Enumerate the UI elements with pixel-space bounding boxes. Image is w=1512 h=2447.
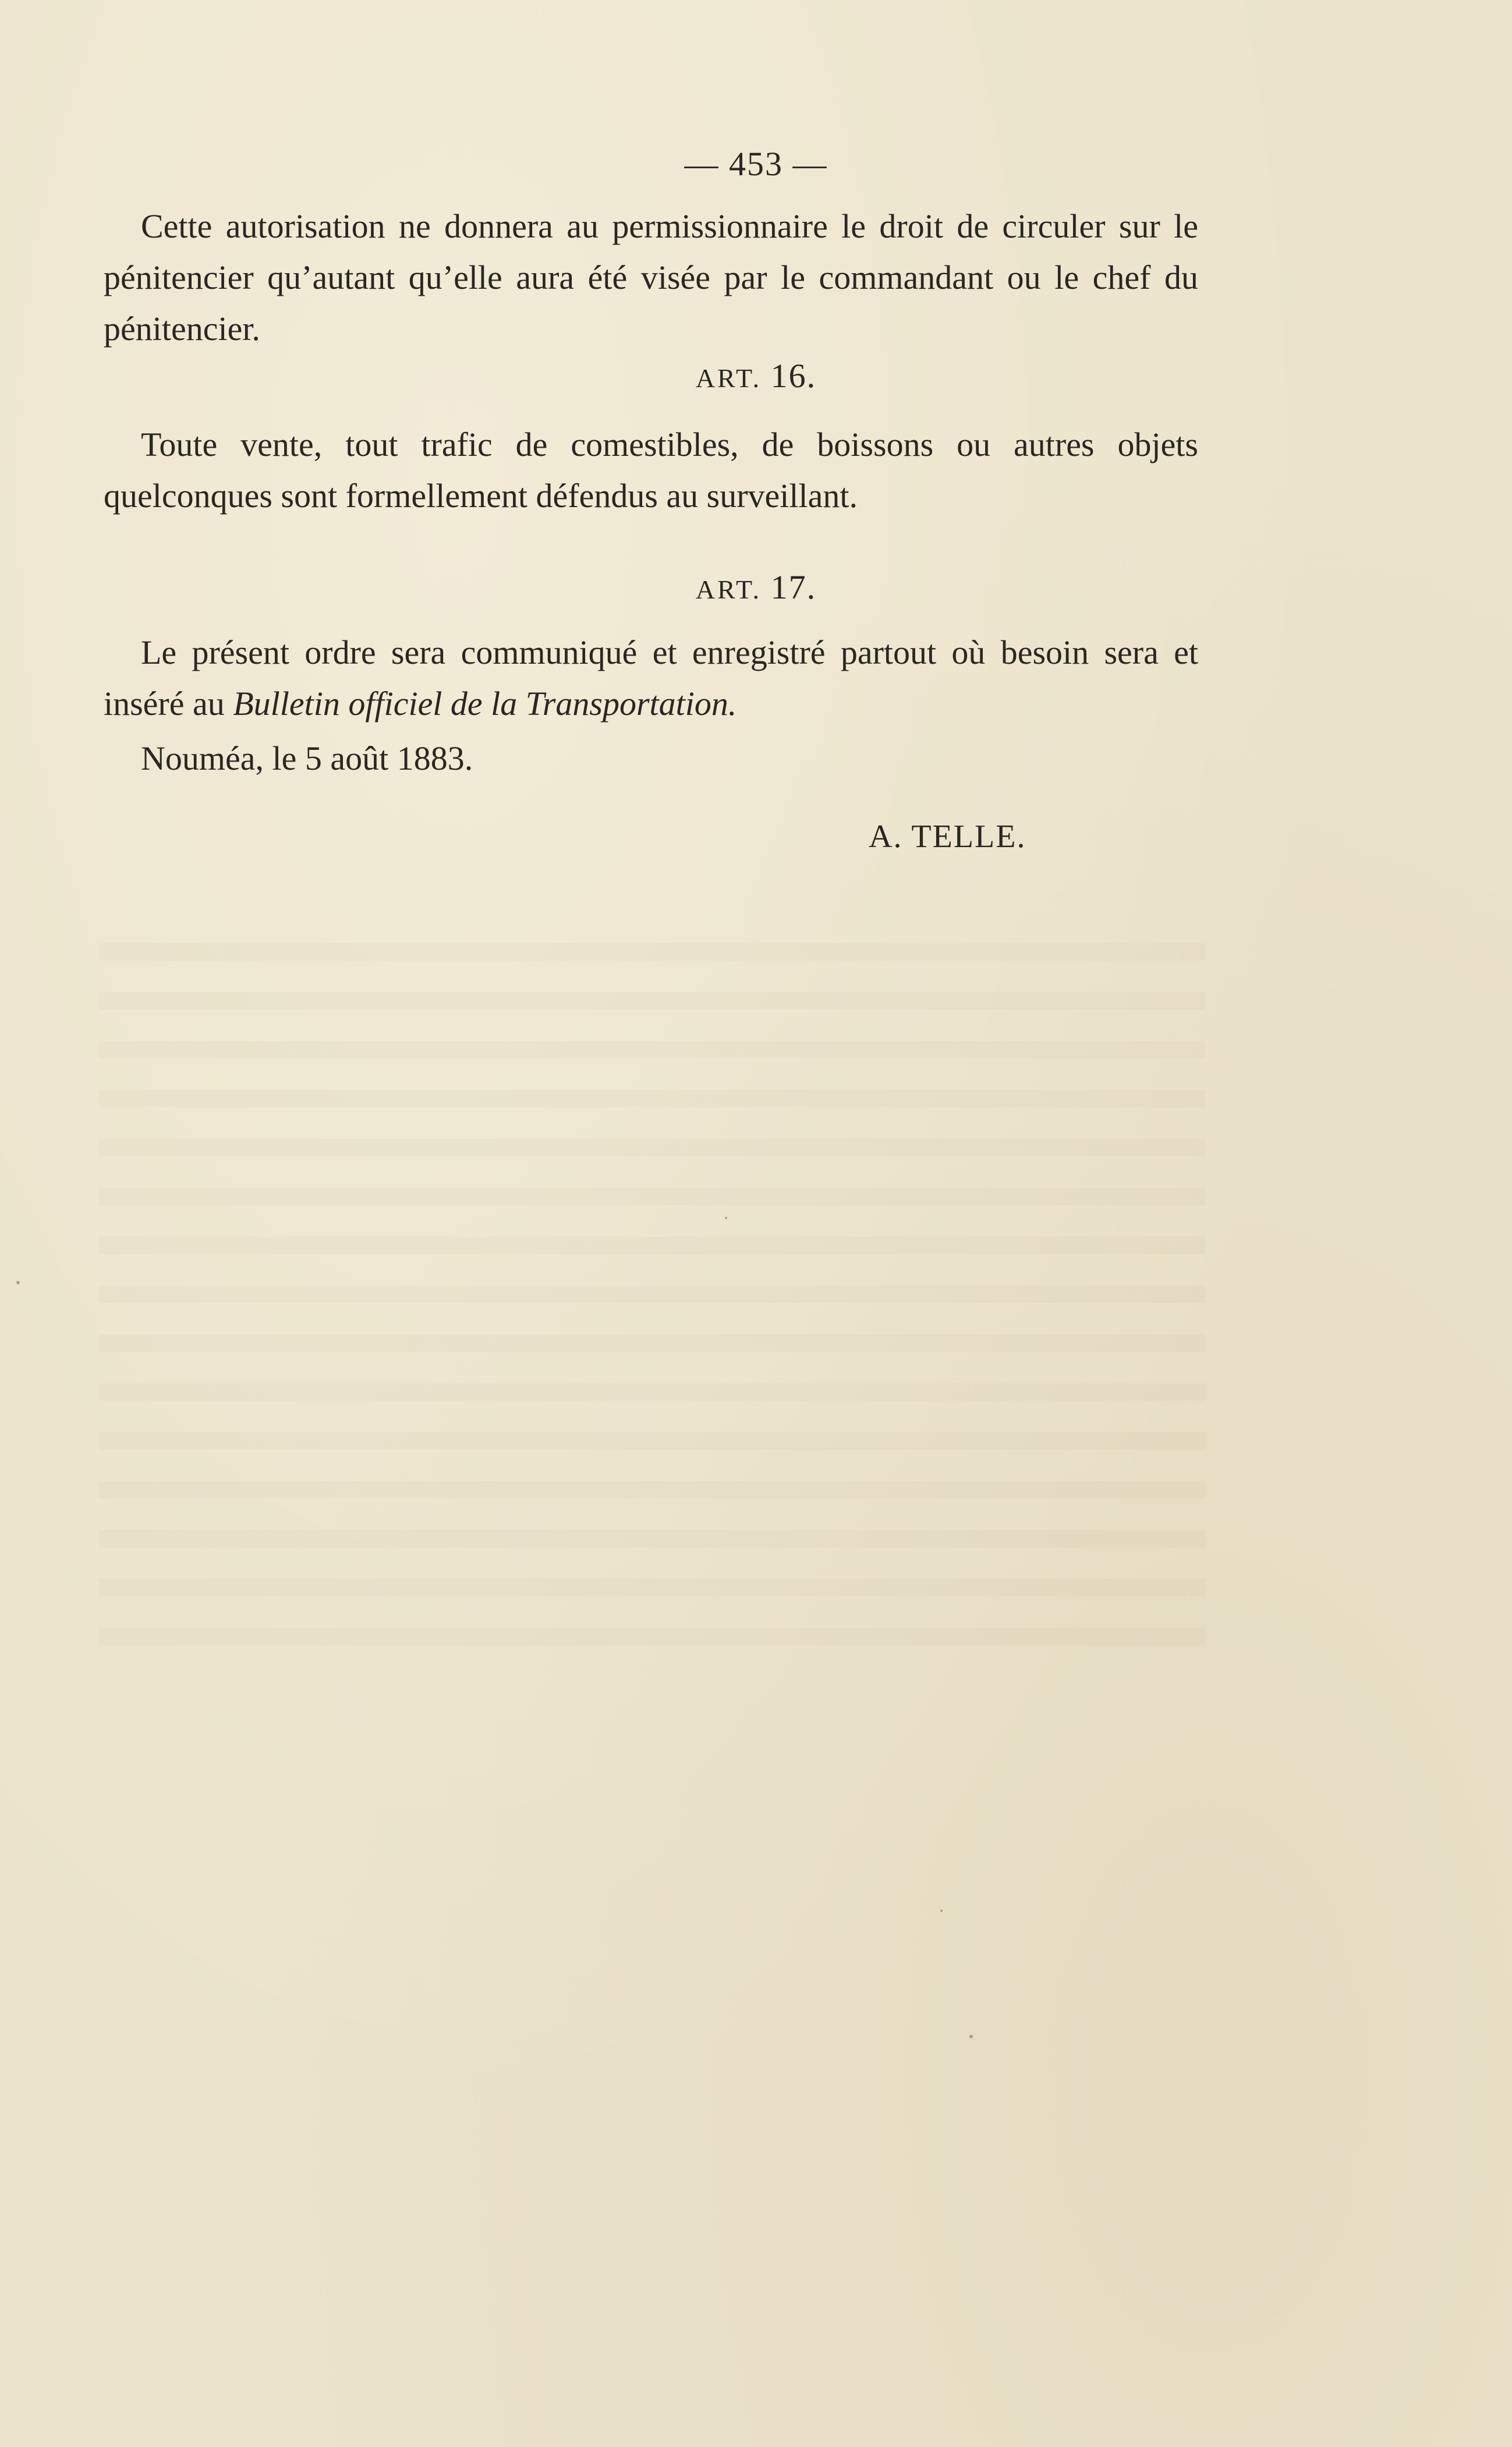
- paper-speck: [969, 2035, 973, 2038]
- paragraph-text: Cette autorisation ne donnera au permissionnaire le droit de circuler sur le pénitencier qu’autant qu’elle aura été visée par le commandant ou le chef du pénitencier.: [104, 207, 1198, 348]
- bleed-through-texture: [99, 920, 1205, 1665]
- paragraph-text: [104, 627, 1198, 730]
- paragraph-text-roman: Le présent ordre sera communiqué et enregistré partout où besoin sera et inséré au: [104, 633, 1198, 723]
- article-number: 17.: [770, 568, 817, 606]
- article-17-heading: [0, 568, 1512, 607]
- place-date-line: Nouméa, le 5 août 1883.: [141, 739, 473, 777]
- paragraph-trade-prohibition: [104, 419, 1198, 522]
- paper-speck: [940, 1910, 943, 1912]
- paragraph-text: Toute vente, tout trafic de comestibles, de boissons ou autres objets quelconques sont formellement défendus au surveillant.: [104, 426, 1198, 515]
- paper-speck: [725, 1217, 727, 1219]
- paragraph-authorization: [104, 201, 1198, 355]
- paragraph-publication-order: [104, 627, 1198, 784]
- article-label: ART.: [695, 575, 762, 604]
- paper-speck: [16, 1281, 20, 1284]
- article-label: ART.: [695, 363, 762, 393]
- bulletin-title: Bulletin officiel de la Transportation.: [233, 685, 737, 723]
- article-number: 16.: [770, 357, 817, 395]
- article-16-heading: [0, 356, 1512, 395]
- signature: A. TELLE.: [869, 819, 1026, 855]
- page-number: — 453 —: [684, 145, 828, 183]
